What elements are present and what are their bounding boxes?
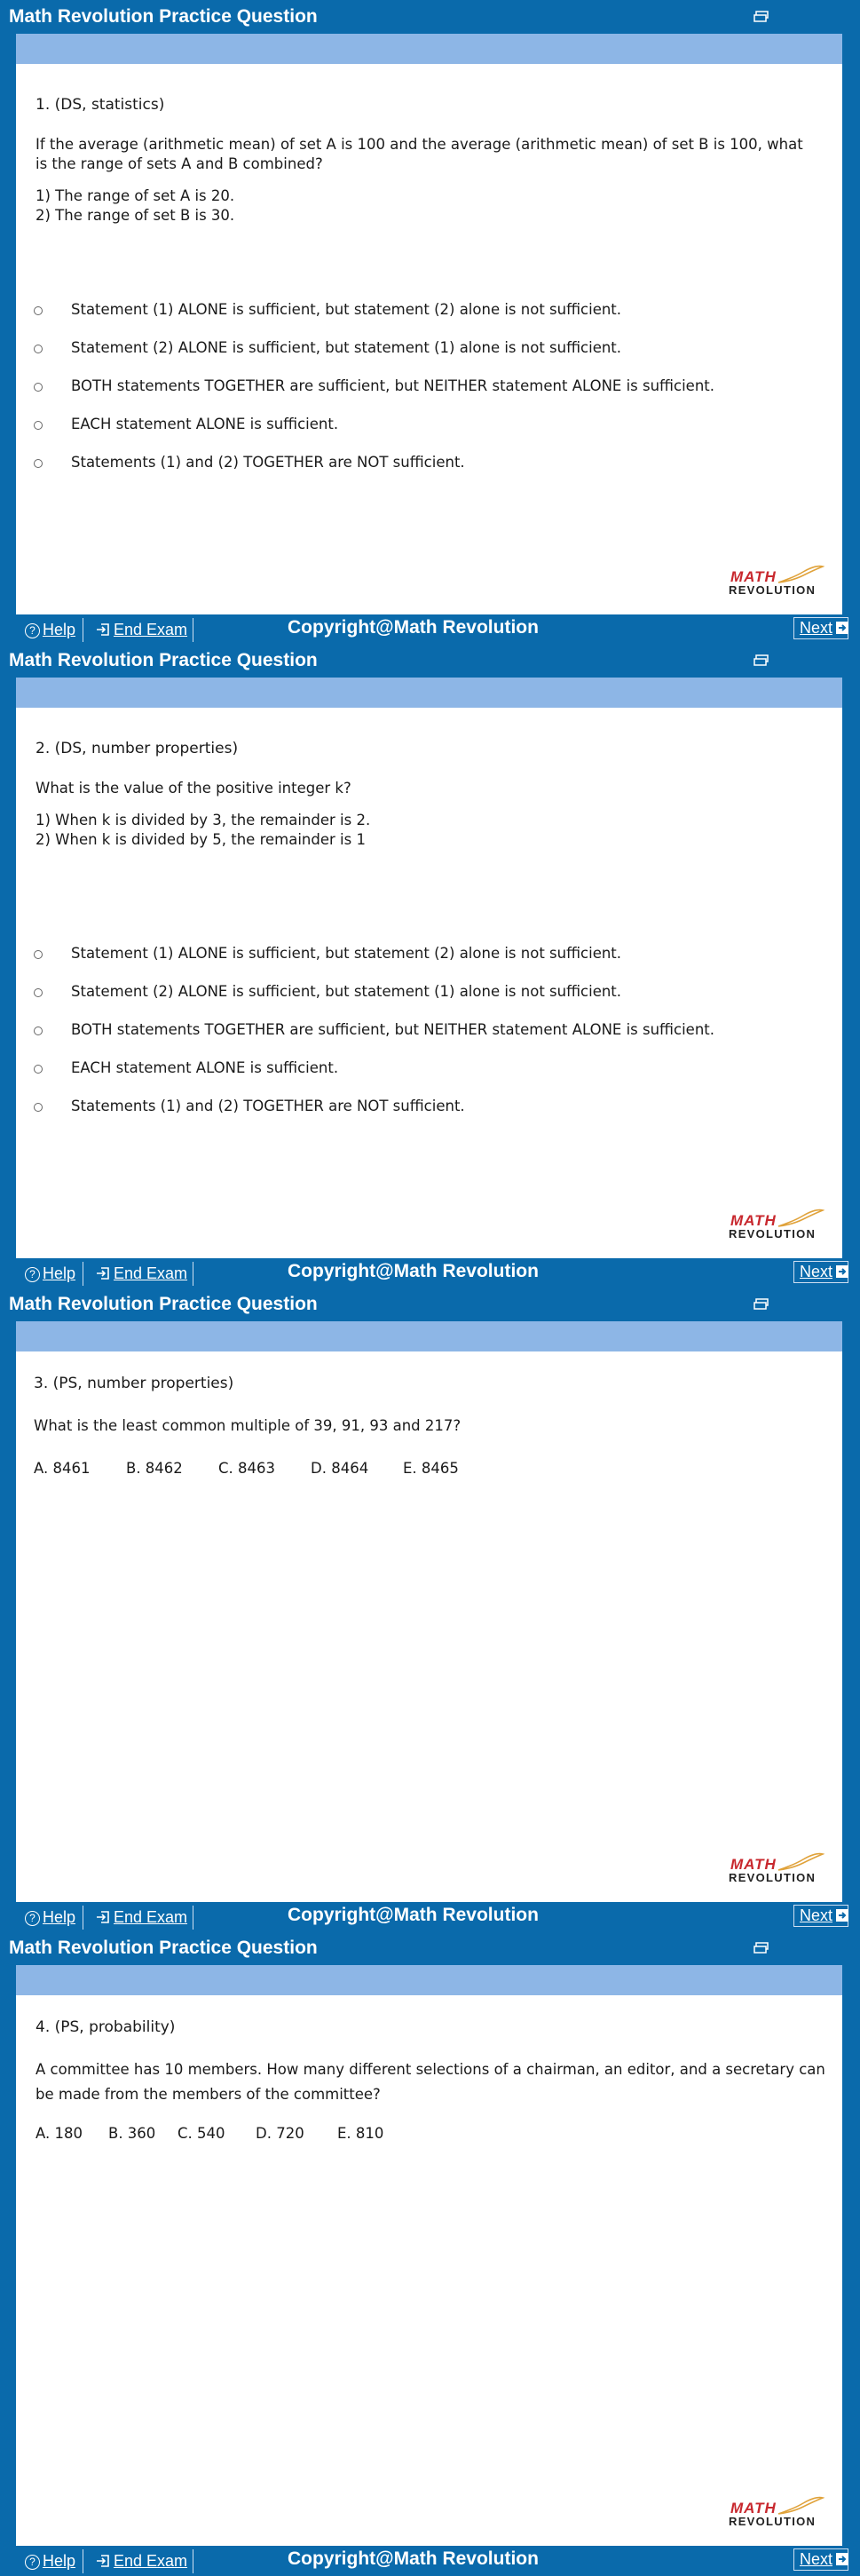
radio-button[interactable] [34, 988, 43, 997]
copyright-text: Copyright@Math Revolution [288, 617, 539, 638]
radio-button[interactable] [34, 1065, 43, 1074]
help-label: Help [43, 621, 76, 638]
swoosh-icon [777, 1852, 824, 1872]
answer-option[interactable]: A. 180 [36, 2125, 83, 2142]
exit-icon [96, 622, 110, 637]
math-revolution-logo [729, 568, 826, 598]
question-stem: What is the value of the positive integer k? [36, 780, 351, 797]
footer-bar [16, 2546, 842, 2575]
answer-choice-label: Statement (2) ALONE is sufficient, but statement (1) alone is not sufficient. [71, 339, 622, 356]
copyright-text: Copyright@Math Revolution [288, 1261, 539, 1281]
answer-option[interactable]: D. 720 [256, 2125, 304, 2142]
window-title: Math Revolution Practice Question [9, 650, 318, 670]
logo-text-bottom: REVOLUTION [729, 1871, 817, 1884]
answer-option[interactable]: B. 8462 [126, 1460, 183, 1477]
help-icon: ? [25, 623, 40, 638]
statement-list [36, 186, 234, 226]
radio-button[interactable] [34, 1026, 43, 1035]
help-button[interactable] [16, 2549, 83, 2573]
question-stem: If the average (arithmetic mean) of set A is 100 and the average (arithmetic mean) of set B is 100, what is the range of sets A and B combined? [36, 136, 803, 172]
answer-choice-label: EACH statement ALONE is sufficient. [71, 416, 339, 432]
next-label: Next [800, 619, 833, 637]
answer-options [36, 2125, 383, 2142]
question-header: 1. (DS, statistics) [36, 96, 165, 114]
help-button[interactable] [16, 618, 83, 642]
next-button[interactable] [793, 1905, 848, 1927]
logo-text-bottom: REVOLUTION [729, 583, 817, 597]
next-button[interactable] [793, 617, 848, 639]
question-header: 4. (PS, probability) [36, 2018, 176, 2036]
answer-choice-label: Statement (1) ALONE is sufficient, but statement (2) alone is not sufficient. [71, 945, 622, 962]
radio-button[interactable] [34, 950, 43, 959]
end-exam-button[interactable] [87, 2549, 193, 2573]
question-screen-2 [0, 644, 860, 1288]
next-label: Next [800, 1906, 833, 1924]
end-exam-label: End Exam [114, 1264, 188, 1282]
toolbar-strip [16, 34, 842, 64]
end-exam-button[interactable] [87, 1262, 193, 1286]
question-header: 2. (DS, number properties) [36, 740, 239, 757]
arrow-right-icon [836, 2553, 848, 2565]
help-button[interactable] [16, 1906, 83, 1930]
footer-bar [16, 1902, 842, 1931]
help-label: Help [43, 1908, 76, 1926]
logo-text-top: MATH [730, 1212, 777, 1229]
arrow-right-icon [836, 1909, 848, 1922]
help-icon: ? [25, 1267, 40, 1282]
copyright-text: Copyright@Math Revolution [288, 2548, 539, 2569]
statement-1: 1) When k is divided by 3, the remainder is 2. [36, 812, 371, 828]
radio-button[interactable] [34, 345, 43, 353]
statement-1: 1) The range of set A is 20. [36, 187, 235, 204]
restore-window-icon[interactable] [753, 11, 769, 22]
statement-2: 2) When k is divided by 5, the remainder is 1 [36, 831, 366, 848]
answer-options [34, 1460, 459, 1477]
question-screen-4 [0, 1931, 860, 2576]
next-label: Next [800, 1263, 833, 1280]
arrow-right-icon [836, 622, 848, 634]
question-panel [16, 708, 842, 1258]
exit-icon [96, 1266, 110, 1280]
footer-bar [16, 1258, 842, 1288]
statement-list [36, 811, 370, 850]
answer-choice-label: BOTH statements TOGETHER are sufficient, but NEITHER statement ALONE is sufficient. [71, 377, 714, 394]
question-stem: What is the least common multiple of 39, 91, 93 and 217? [34, 1417, 462, 1434]
copyright-text: Copyright@Math Revolution [288, 1905, 539, 1925]
window-title: Math Revolution Practice Question [9, 1294, 318, 1314]
radio-button[interactable] [34, 459, 43, 468]
restore-window-icon[interactable] [753, 654, 769, 666]
end-exam-label: End Exam [114, 2552, 188, 2570]
logo-text-bottom: REVOLUTION [729, 2515, 817, 2528]
title-bar [0, 1288, 860, 1321]
question-panel [16, 64, 842, 614]
question-screen-1 [0, 0, 860, 644]
answer-choice-label: EACH statement ALONE is sufficient. [71, 1059, 339, 1076]
question-panel [16, 1351, 842, 1902]
question-stem: A committee has 10 members. How many different selections of a chairman, an editor, and a secretary can be made from the members of the committee? [36, 2061, 825, 2103]
toolbar-strip [16, 1321, 842, 1351]
math-revolution-logo [729, 1212, 826, 1242]
logo-text-bottom: REVOLUTION [729, 1227, 817, 1240]
answer-choice-label: Statement (2) ALONE is sufficient, but statement (1) alone is not sufficient. [71, 983, 622, 1000]
math-revolution-logo [729, 2500, 826, 2530]
toolbar-strip [16, 1965, 842, 1995]
answer-choice-label: Statements (1) and (2) TOGETHER are NOT sufficient. [71, 454, 465, 471]
title-bar [0, 1931, 860, 1965]
answer-choice-label: BOTH statements TOGETHER are sufficient, but NEITHER statement ALONE is sufficient. [71, 1021, 714, 1038]
help-button[interactable] [16, 1262, 83, 1286]
footer-bar [16, 614, 842, 644]
exit-icon [96, 2554, 110, 2568]
swoosh-icon [777, 2496, 824, 2516]
answer-choice-label: Statements (1) and (2) TOGETHER are NOT sufficient. [71, 1098, 465, 1114]
logo-text-top: MATH [730, 568, 777, 585]
exit-icon [96, 1910, 110, 1924]
statement-2: 2) The range of set B is 30. [36, 207, 235, 224]
help-label: Help [43, 1264, 76, 1282]
next-label: Next [800, 2550, 833, 2568]
question-panel [16, 1995, 842, 2546]
end-exam-label: End Exam [114, 621, 188, 638]
arrow-right-icon [836, 1265, 848, 1278]
title-bar [0, 644, 860, 678]
end-exam-button[interactable] [87, 1906, 193, 1930]
restore-window-icon[interactable] [753, 1298, 769, 1310]
answer-option[interactable]: E. 8465 [403, 1460, 459, 1477]
toolbar-strip [16, 678, 842, 708]
answer-option[interactable]: D. 8464 [311, 1460, 369, 1477]
answer-option[interactable]: C. 540 [178, 2125, 225, 2142]
next-button[interactable] [793, 2548, 848, 2571]
end-exam-button[interactable] [87, 618, 193, 642]
answer-option[interactable]: A. 8461 [34, 1460, 91, 1477]
radio-button[interactable] [34, 306, 43, 315]
question-header: 3. (PS, number properties) [34, 1375, 234, 1392]
help-icon: ? [25, 2555, 40, 2570]
swoosh-icon [777, 565, 824, 584]
window-title: Math Revolution Practice Question [9, 1938, 318, 1958]
help-icon: ? [25, 1911, 40, 1926]
math-revolution-logo [729, 1856, 826, 1886]
next-button[interactable] [793, 1261, 848, 1283]
question-screen-3 [0, 1288, 860, 1931]
logo-text-top: MATH [730, 2500, 777, 2517]
help-label: Help [43, 2552, 76, 2570]
radio-button[interactable] [34, 1103, 43, 1112]
answer-choice-label: Statement (1) ALONE is sufficient, but statement (2) alone is not sufficient. [71, 301, 622, 318]
answer-option[interactable]: E. 810 [337, 2125, 384, 2142]
logo-text-top: MATH [730, 1856, 777, 1873]
radio-button[interactable] [34, 383, 43, 392]
end-exam-label: End Exam [114, 1908, 188, 1926]
window-title: Math Revolution Practice Question [9, 6, 318, 27]
swoosh-icon [777, 1209, 824, 1228]
answer-option[interactable]: B. 360 [108, 2125, 156, 2142]
restore-window-icon[interactable] [753, 1942, 769, 1954]
title-bar [0, 0, 860, 34]
answer-option[interactable]: C. 8463 [218, 1460, 276, 1477]
radio-button[interactable] [34, 421, 43, 430]
